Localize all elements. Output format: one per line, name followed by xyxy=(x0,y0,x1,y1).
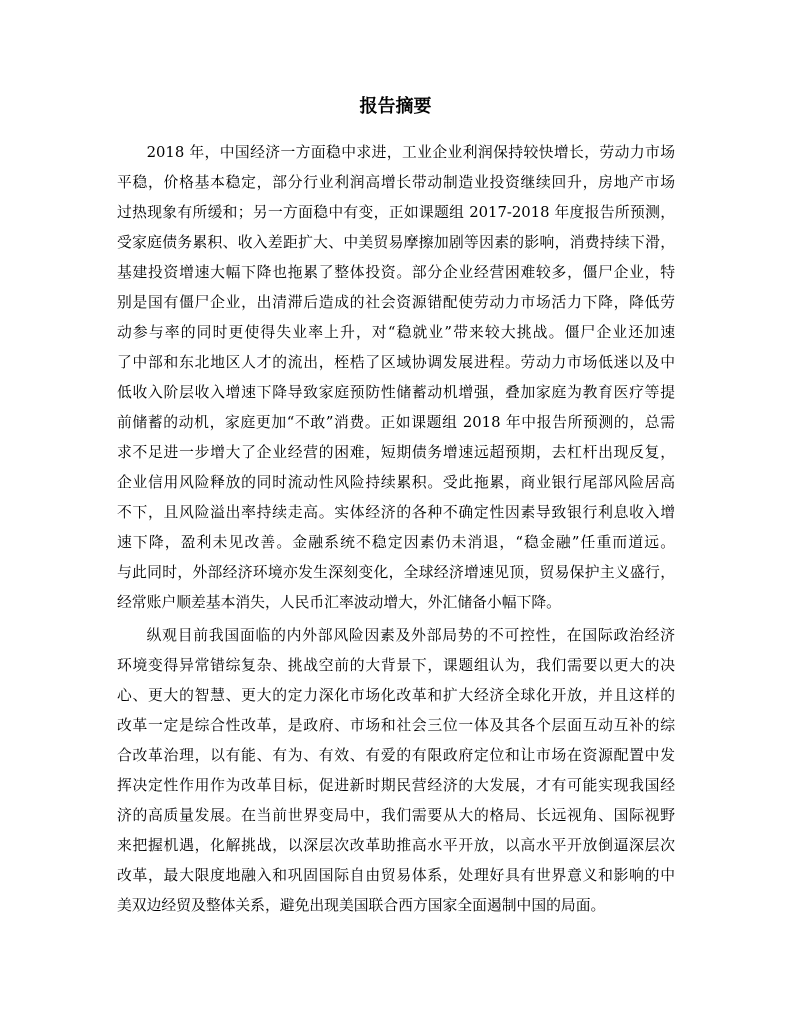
text-line: 美双边经贸及整体关系，避免出现美国联合西方国家全面遏制中国的局面。 xyxy=(117,897,606,914)
text-line: 改革一定是综合性改革，是政府、市场和社会三位一体及其各个层面互动互补的综 xyxy=(117,717,675,734)
text-line: 纵观目前我国面临的内外部风险因素及外部局势的不可控性，在国际政治经济 xyxy=(146,627,675,644)
text-line: 别是国有僵尸企业，出清滞后造成的社会资源错配使劳动力市场活力下降，降低劳 xyxy=(117,294,675,311)
text-line: 前储蓄的动机，家庭更加“不敢”消费。正如课题组 2018 年中报告所预测的，总需 xyxy=(117,414,675,431)
text-line: 合改革治理，以有能、有为、有效、有爱的有限政府定位和让市场在资源配置中发 xyxy=(117,747,675,764)
paragraph-2 xyxy=(117,621,675,921)
page-title: 报告摘要 xyxy=(359,96,432,117)
text-line: 来把握机遇，化解挑战，以深层次改革助推高水平开放，以高水平开放倒逼深层次 xyxy=(117,837,675,854)
text-line: 改革，最大限度地融入和巩固国际自由贸易体系，处理好具有世界意义和影响的中 xyxy=(117,867,675,884)
text-line: 受家庭债务累积、收入差距扩大、中美贸易摩擦加剧等因素的影响，消费持续下滑， xyxy=(117,234,675,251)
text-line: 2018 年，中国经济一方面稳中求进，工业企业利润保持较快增长，劳动力市场 xyxy=(146,144,675,161)
text-line: 济的高质量发展。在当前世界变局中，我们需要从大的格局、长远视角、国际视野 xyxy=(117,807,675,824)
text-line: 低收入阶层收入增速下降导致家庭预防性储蓄动机增强，叠加家庭为教育医疗等提 xyxy=(117,384,675,401)
text-line: 挥决定性作用作为改革目标，促进新时期民营经济的大发展，才有可能实现我国经 xyxy=(117,777,675,794)
text-line: 经常账户顺差基本消失，人民币汇率波动增大，外汇储备小幅下降。 xyxy=(117,594,561,611)
text-line: 平稳，价格基本稳定，部分行业利润高增长带动制造业投资继续回升，房地产市场 xyxy=(117,174,675,191)
document-body xyxy=(117,138,675,921)
text-line: 过热现象有所缓和；另一方面稳中有变，正如课题组 2017-2018 年度报告所预测， xyxy=(117,204,675,221)
text-line: 了中部和东北地区人才的流出，桎梏了区域协调发展进程。劳动力市场低迷以及中 xyxy=(117,354,675,371)
paragraph-1 xyxy=(117,138,675,618)
text-line: 环境变得异常错综复杂、挑战空前的大背景下，课题组认为，我们需要以更大的决 xyxy=(117,657,675,674)
text-line: 与此同时，外部经济环境亦发生深刻变化，全球经济增速见顶，贸易保护主义盛行， xyxy=(117,564,675,581)
text-line: 不下，且风险溢出率持续走高。实体经济的各种不确定性因素导致银行利息收入增 xyxy=(117,504,675,521)
text-line: 速下降，盈利未见改善。金融系统不稳定因素仍未消退，“稳金融”任重而道远。 xyxy=(117,534,675,551)
text-line: 企业信用风险释放的同时流动性风险持续累积。受此拖累，商业银行尾部风险居高 xyxy=(117,474,675,491)
text-line: 心、更大的智慧、更大的定力深化市场化改革和扩大经济全球化开放，并且这样的 xyxy=(117,687,675,704)
text-line: 基建投资增速大幅下降也拖累了整体投资。部分企业经营困难较多，僵尸企业，特 xyxy=(117,264,675,281)
text-line: 求不足进一步增大了企业经营的困难，短期债务增速远超预期，去杠杆出现反复， xyxy=(117,444,675,461)
text-line: 动参与率的同时更使得失业率上升，对“稳就业”带来较大挑战。僵尸企业还加速 xyxy=(117,324,675,341)
